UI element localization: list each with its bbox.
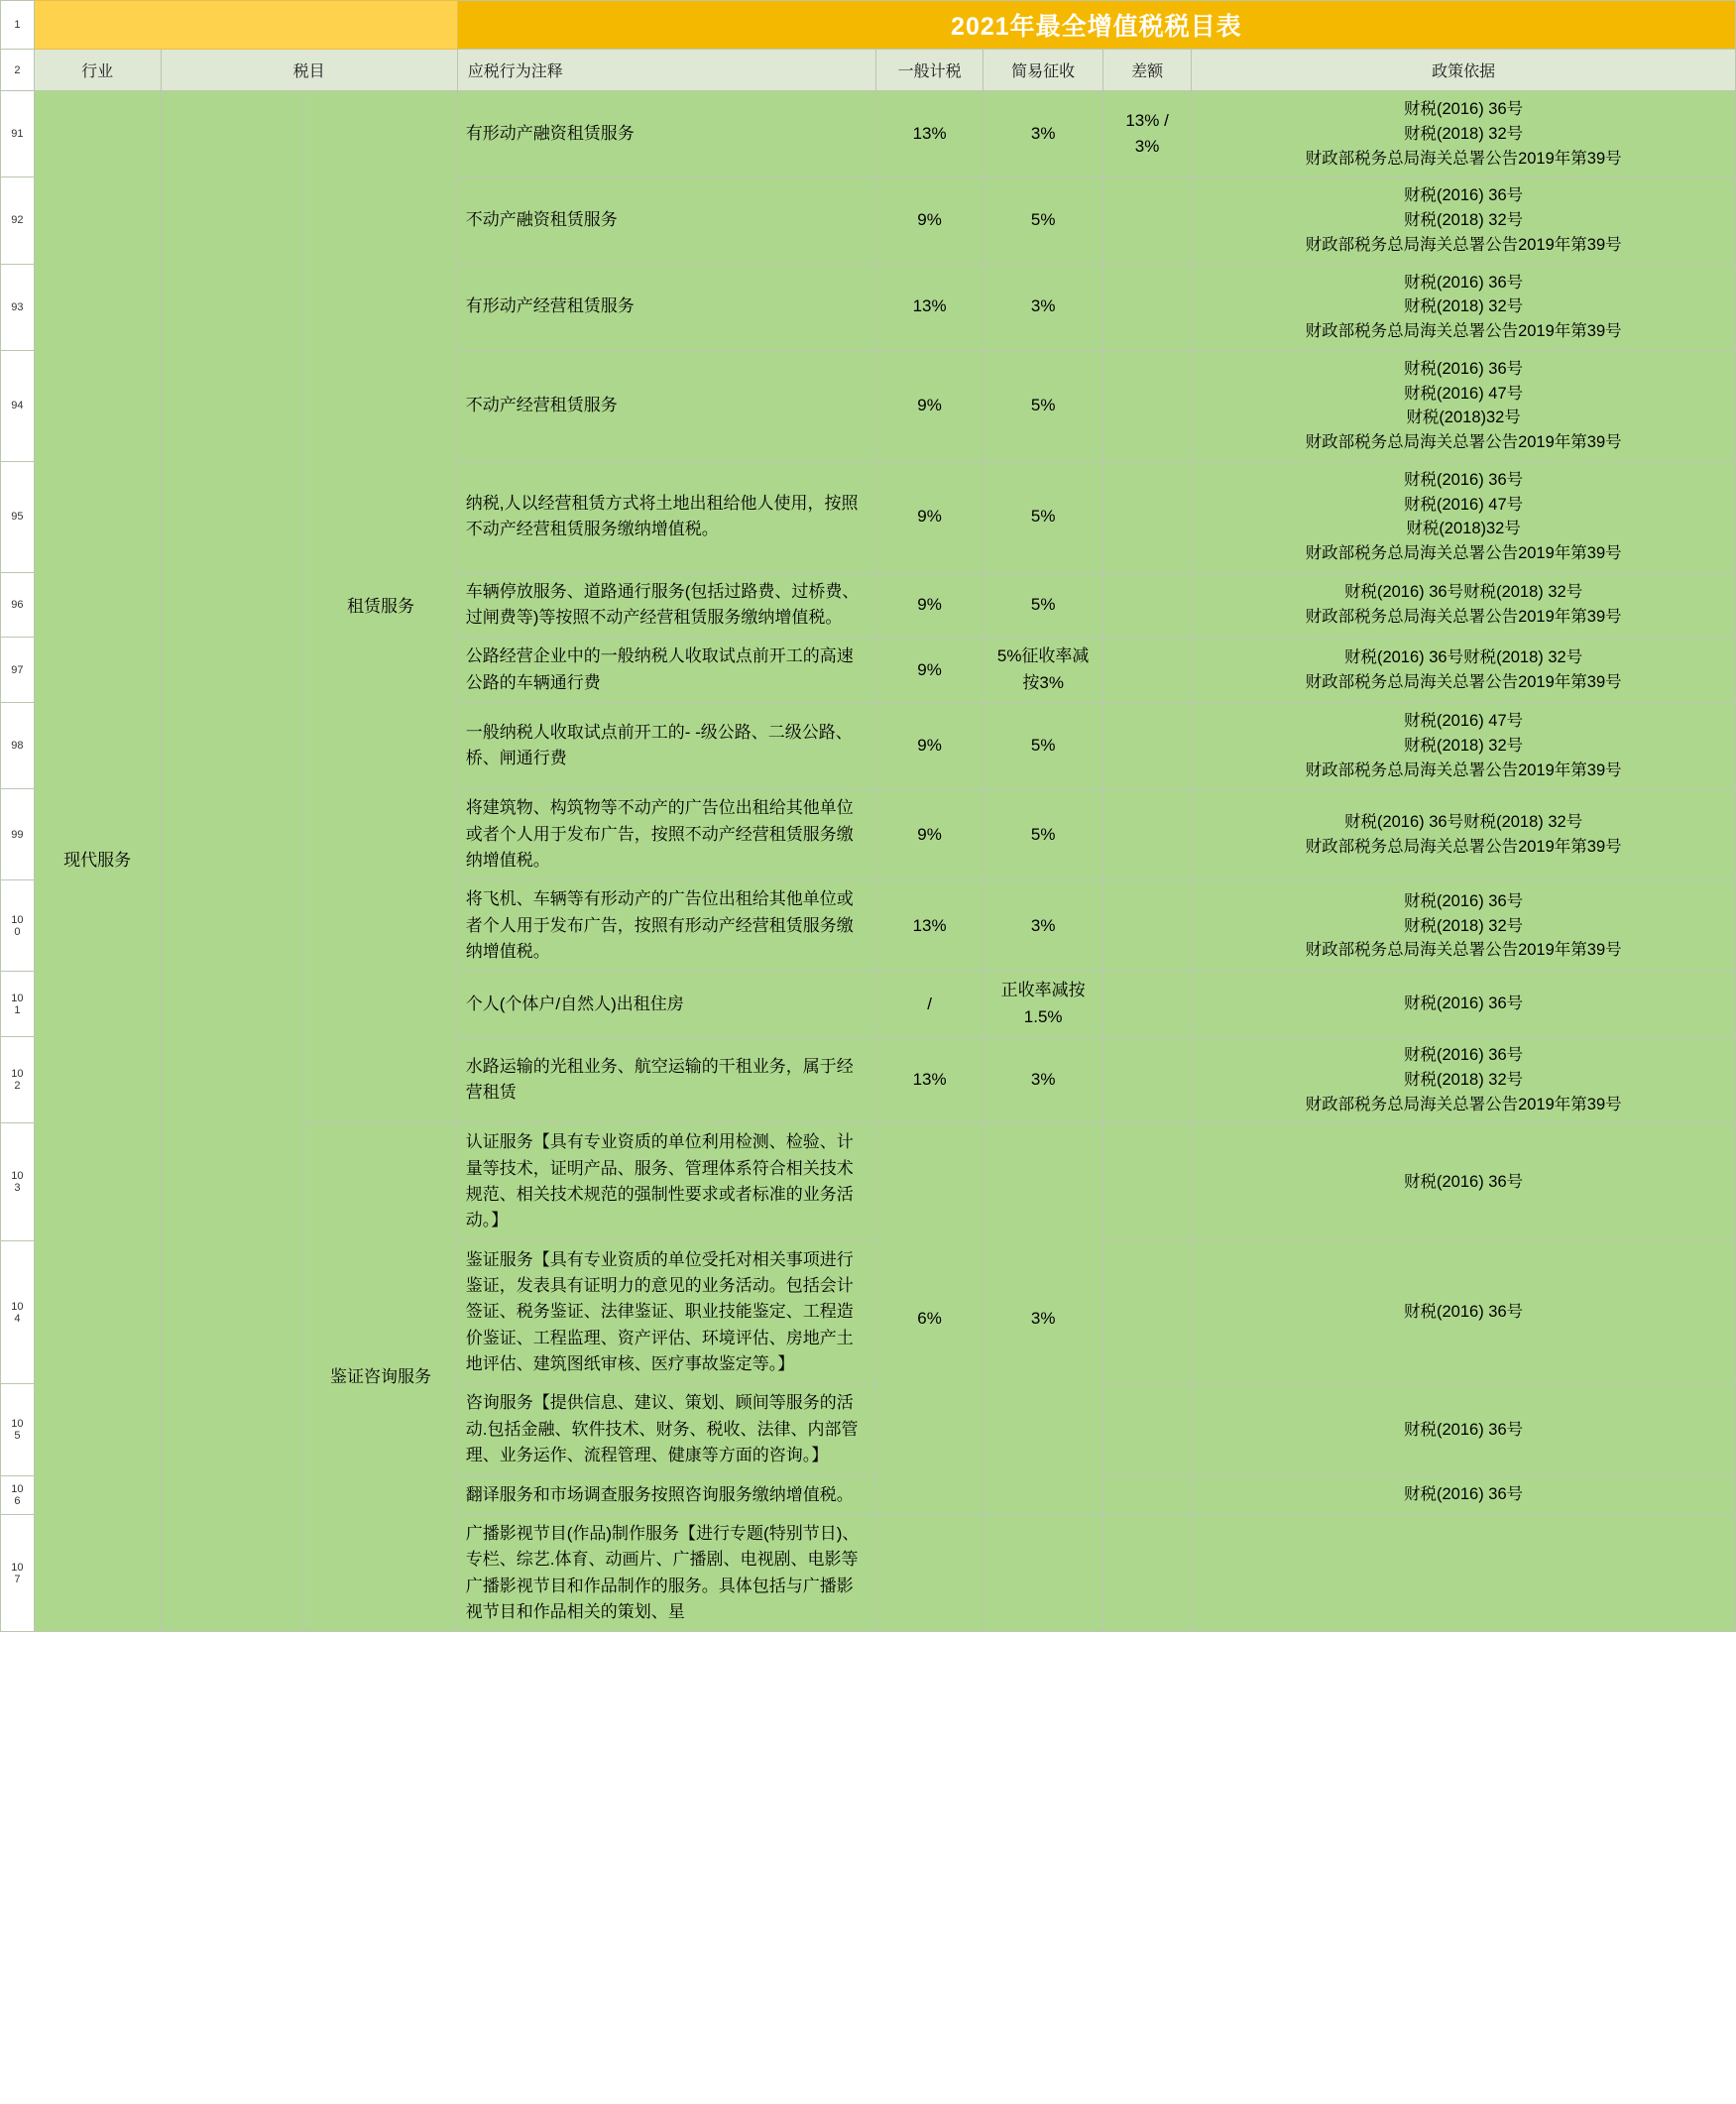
policy-line: 财税(2018) 32号 [1404, 211, 1524, 229]
note-cell: 认证服务【具有专业资质的单位利用检测、检验、计量等技术，证明产品、服务、管理体系符合相关技术规范、相关技术规范的强制性要求或者标准的业务活动。】 [457, 1123, 875, 1240]
note-cell: 不动产经营租赁服务 [457, 350, 875, 461]
note-cell: 有形动产经营租赁服务 [457, 264, 875, 350]
header-row [1, 50, 1736, 91]
row-number[interactable]: 95 [1, 461, 35, 572]
general-rate: 9% [875, 461, 984, 572]
simple-rate: 5% [984, 177, 1103, 264]
policy-cell [1192, 638, 1736, 703]
policy-line: 财税(2016) 36号 [1404, 359, 1524, 378]
general-rate: 9% [875, 350, 984, 461]
policy-line: 财税(2016) 36号 [1404, 1420, 1524, 1439]
general-rate: 9% [875, 572, 984, 638]
header-policy: 政策依据 [1192, 50, 1736, 91]
header-tax-item: 税目 [161, 50, 457, 91]
policy-cell [1192, 91, 1736, 177]
policy-cell [1192, 264, 1736, 350]
policy-line: 财政部税务总局海关总署公告2019年第39号 [1305, 760, 1622, 779]
page-title: 2021年最全增值税税目表 [457, 1, 1735, 50]
simple-rate: 正收率减按1.5% [984, 972, 1103, 1037]
policy-line: 财税(2016) 47号 [1404, 712, 1524, 731]
difference-rate [1102, 1514, 1191, 1631]
policy-line: 财税(2016) 36号 [1404, 1303, 1524, 1322]
row-number[interactable]: 97 [1, 638, 35, 703]
policy-line: 财税(2016) 36号财税(2018) 32号 [1343, 583, 1583, 602]
general-rate: 13% [875, 1037, 984, 1123]
difference-rate [1102, 1240, 1191, 1384]
policy-line: 财税(2016) 36号 [1404, 891, 1524, 910]
policy-cell [1192, 1240, 1736, 1384]
policy-cell [1192, 177, 1736, 264]
general-rate: / [875, 972, 984, 1037]
note-cell: 将飞机、车辆等有形动产的广告位出租给其他单位或者个人用于发布广告，按照有形动产经营租赁服务缴纳增值税。 [457, 880, 875, 972]
simple-rate: 5% [984, 572, 1103, 638]
note-cell: 个人(个体户/自然人)出租住房 [457, 972, 875, 1037]
policy-cell [1192, 461, 1736, 572]
policy-line: 财政部税务总局海关总署公告2019年第39号 [1305, 608, 1622, 627]
difference-rate [1102, 638, 1191, 703]
policy-line: 财税(2018)32号 [1406, 520, 1521, 538]
row-number[interactable]: 92 [1, 177, 35, 264]
general-rate: 9% [875, 177, 984, 264]
row-number[interactable]: 102 [1, 1037, 35, 1123]
simple-rate [984, 1514, 1103, 1631]
policy-cell [1192, 1037, 1736, 1123]
general-rate: 13% [875, 91, 984, 177]
note-cell: 翻译服务和市场调查服务按照咨询服务缴纳增值税。 [457, 1475, 875, 1514]
policy-line: 财政部税务总局海关总署公告2019年第39号 [1305, 235, 1622, 254]
policy-cell [1192, 789, 1736, 880]
difference-rate [1102, 572, 1191, 638]
policy-line: 财税(2016) 36号 [1404, 1046, 1524, 1065]
simple-rate: 3% [984, 1123, 1103, 1514]
row-number[interactable]: 106 [1, 1475, 35, 1514]
difference-rate: 13% / 3% [1102, 91, 1191, 177]
policy-line: 财税(2016) 47号 [1404, 384, 1524, 403]
policy-cell [1192, 1123, 1736, 1240]
row-number[interactable]: 1 [1, 1, 35, 50]
note-cell: 咨询服务【提供信息、建议、策划、顾间等服务的活动.包括金融、软件技术、财务、税收、法律、内部管理、业务运作、流程管理、健康等方面的咨询。】 [457, 1384, 875, 1475]
policy-line: 财税(2016) 36号 [1404, 1172, 1524, 1191]
difference-rate [1102, 1384, 1191, 1475]
policy-line: 财税(2016) 36号财税(2018) 32号 [1343, 813, 1583, 832]
row-number[interactable]: 101 [1, 972, 35, 1037]
simple-rate: 3% [984, 91, 1103, 177]
policy-cell [1192, 880, 1736, 972]
policy-line: 财税(2016) 36号财税(2018) 32号 [1343, 648, 1583, 667]
policy-line: 财政部税务总局海关总署公告2019年第39号 [1305, 322, 1622, 340]
note-cell: 纳税,人以经营租赁方式将土地出租给他人使用，按照不动产经营租赁服务缴纳增值税。 [457, 461, 875, 572]
policy-line: 财税(2018) 32号 [1404, 297, 1524, 316]
policy-line: 财税(2018) 32号 [1404, 1070, 1524, 1089]
header-difference: 差额 [1102, 50, 1191, 91]
row-number[interactable]: 99 [1, 789, 35, 880]
general-rate: 6% [875, 1123, 984, 1514]
header-note: 应税行为注释 [457, 50, 875, 91]
row-number[interactable]: 100 [1, 880, 35, 972]
general-rate: 13% [875, 880, 984, 972]
policy-line: 财政部税务总局海关总署公告2019年第39号 [1305, 149, 1622, 168]
general-rate: 9% [875, 638, 984, 703]
policy-line: 财税(2018) 32号 [1404, 124, 1524, 143]
policy-cell [1192, 972, 1736, 1037]
tax-item-group-verification: 鉴证咨询服务 [304, 1123, 457, 1632]
general-rate [875, 1514, 984, 1631]
policy-line: 财税(2016) 36号 [1404, 273, 1524, 292]
policy-cell [1192, 1475, 1736, 1514]
row-number[interactable]: 91 [1, 91, 35, 177]
policy-line: 财税(2016) 36号 [1404, 994, 1524, 1013]
policy-line: 财税(2018)32号 [1406, 409, 1521, 427]
tax-item-group-leasing: 租赁服务 [304, 91, 457, 1123]
difference-rate [1102, 880, 1191, 972]
general-rate: 9% [875, 789, 984, 880]
policy-line: 财政部税务总局海关总署公告2019年第39号 [1305, 1095, 1622, 1113]
difference-rate [1102, 972, 1191, 1037]
table-row [1, 91, 1736, 177]
policy-cell [1192, 572, 1736, 638]
header-industry: 行业 [34, 50, 161, 91]
row-number[interactable]: 96 [1, 572, 35, 638]
policy-cell [1192, 1384, 1736, 1475]
policy-line: 财税(2016) 47号 [1404, 495, 1524, 514]
policy-line: 财税(2016) 36号 [1404, 1485, 1524, 1504]
title-row [1, 1, 1736, 50]
note-cell: 不动产融资租赁服务 [457, 177, 875, 264]
header-simple: 简易征收 [984, 50, 1103, 91]
policy-line: 财税(2016) 36号 [1404, 100, 1524, 118]
policy-line: 财政部税务总局海关总署公告2019年第39号 [1305, 544, 1622, 562]
policy-cell [1192, 1514, 1736, 1631]
difference-rate [1102, 264, 1191, 350]
policy-line: 财政部税务总局海关总署公告2019年第39号 [1305, 941, 1622, 960]
difference-rate [1102, 703, 1191, 789]
row-number[interactable]: 107 [1, 1514, 35, 1631]
general-rate: 9% [875, 703, 984, 789]
row-number[interactable]: 2 [1, 50, 35, 91]
policy-line: 财税(2016) 36号 [1404, 186, 1524, 205]
title-left-fill [34, 1, 457, 50]
simple-rate: 3% [984, 1037, 1103, 1123]
note-cell: 将建筑物、构筑物等不动产的广告位出租给其他单位或者个人用于发布广告，按照不动产经营租赁服务缴纳增值税。 [457, 789, 875, 880]
difference-rate [1102, 789, 1191, 880]
difference-rate [1102, 350, 1191, 461]
row-number[interactable]: 93 [1, 264, 35, 350]
simple-rate: 5% [984, 461, 1103, 572]
note-cell: 有形动产融资租赁服务 [457, 91, 875, 177]
header-general: 一般计税 [875, 50, 984, 91]
general-rate: 13% [875, 264, 984, 350]
note-cell: 公路经营企业中的一般纳税人收取试点前开工的高速公路的车辆通行费 [457, 638, 875, 703]
policy-line: 财政部税务总局海关总署公告2019年第39号 [1305, 433, 1622, 451]
policy-line: 财税(2016) 36号 [1404, 470, 1524, 489]
industry-cell: 现代服务 [34, 91, 161, 1632]
row-number[interactable]: 104 [1, 1240, 35, 1384]
difference-rate [1102, 461, 1191, 572]
policy-cell [1192, 350, 1736, 461]
simple-rate: 5% [984, 789, 1103, 880]
policy-cell [1192, 703, 1736, 789]
row-number[interactable]: 105 [1, 1384, 35, 1475]
policy-line: 财政部税务总局海关总署公告2019年第39号 [1305, 837, 1622, 856]
policy-line: 财税(2018) 32号 [1404, 916, 1524, 935]
policy-line: 财政部税务总局海关总署公告2019年第39号 [1305, 672, 1622, 691]
simple-rate: 5% [984, 703, 1103, 789]
difference-rate [1102, 1123, 1191, 1240]
simple-rate: 3% [984, 880, 1103, 972]
note-cell: 一般纳税人收取试点前开工的- -级公路、二级公路、桥、闸通行费 [457, 703, 875, 789]
simple-rate: 5% [984, 350, 1103, 461]
policy-line: 财税(2018) 32号 [1404, 736, 1524, 755]
difference-rate [1102, 1475, 1191, 1514]
row-number[interactable]: 103 [1, 1123, 35, 1240]
industry-spacer [161, 91, 304, 1632]
simple-rate: 3% [984, 264, 1103, 350]
note-cell: 车辆停放服务、道路通行服务(包括过路费、过桥费、过闸费等)等按照不动产经营租赁服务缴纳增值税。 [457, 572, 875, 638]
simple-rate: 5%征收率减按3% [984, 638, 1103, 703]
row-number[interactable]: 94 [1, 350, 35, 461]
difference-rate [1102, 177, 1191, 264]
difference-rate [1102, 1037, 1191, 1123]
note-cell: 广播影视节目(作品)制作服务【进行专题(特别节日)、专栏、综艺.体育、动画片、广播剧、电视剧、电影等广播影视节目和作品制作的服务。具体包括与广播影视节目和作品相关的策划、星 [457, 1514, 875, 1631]
note-cell: 水路运输的光租业务、航空运输的干租业务，属于经营租赁 [457, 1037, 875, 1123]
row-number[interactable]: 98 [1, 703, 35, 789]
note-cell: 鉴证服务【具有专业资质的单位受托对相关事项进行鉴证，发表具有证明力的意见的业务活动。包括会计签证、税务鉴证、法律鉴证、职业技能鉴定、工程造价鉴证、工程监理、资产评估、环境评估、房地产土地评估、建筑图纸审核、医疗事故鉴定等。】 [457, 1240, 875, 1384]
